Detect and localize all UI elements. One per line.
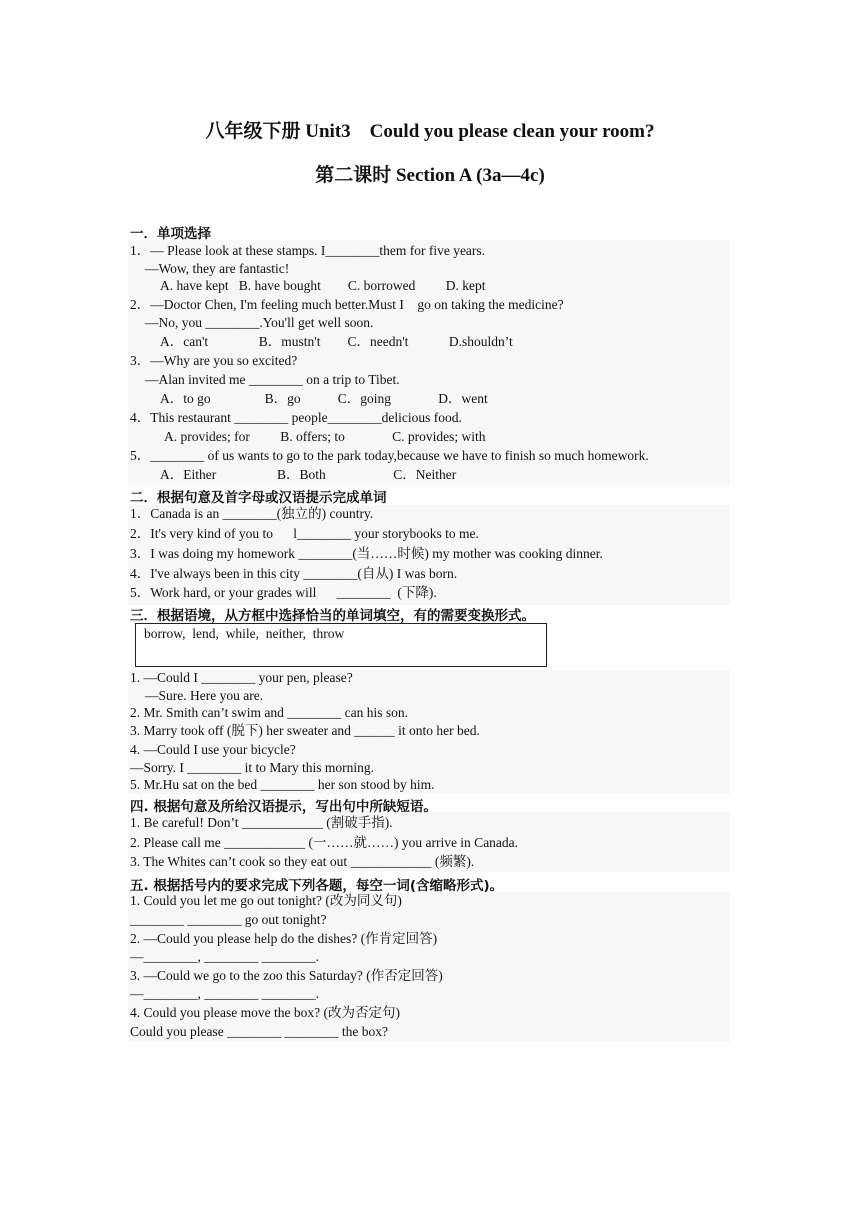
answer-options: A. have kept B. have bought C. borrowed D. kept [160, 278, 486, 293]
question-line: 3．I was doing my homework ________(当……时候) my mother was cooking dinner. [130, 546, 603, 561]
question-line: 1. Could you let me go out tonight? (改为同义句) [130, 893, 402, 908]
question-line: 2. —Could you please help do the dishes? (作肯定回答) [130, 931, 438, 946]
question-line: 4．I've always been in this city ________(自从) I was born. [130, 566, 458, 581]
answer-line: ________ ________ go out tonight? [130, 912, 327, 927]
answer-options: A. provides; for B. offers; to C. provides; with [164, 429, 486, 444]
question-line: —Wow, they are fantastic! [145, 261, 290, 276]
question-line: 3. —Could we go to the zoo this Saturday? (作否定回答) [130, 968, 443, 983]
section3-heading: 三．根据语境，从方框中选择恰当的单词填空，有的需要变换形式。 [130, 608, 535, 624]
question-line: 5．________ of us wants to go to the park today,because we have to finish so much homework. [130, 448, 649, 463]
word-box [135, 623, 547, 667]
answer-line: Could you please ________ ________ the box? [130, 1024, 388, 1039]
question-line: 2. Please call me ____________ (一……就……) you arrive in Canada. [130, 835, 519, 850]
question-line: 4．This restaurant ________ people________delicious food. [130, 410, 462, 425]
answer-line: —________, ________ ________. [130, 986, 319, 1001]
page-subtitle: 第二课时 Section A (3a—4c) [315, 165, 545, 186]
section5-heading: 五. 根据括号内的要求完成下列各题，每空一词(含缩略形式)。 [130, 878, 504, 894]
question-line: 1．Canada is an ________(独立的) country. [130, 506, 374, 521]
question-line: 2．—Doctor Chen, I'm feeling much better.Must I go on taking the medicine? [130, 297, 564, 312]
question-line: 3. Marry took off (脱下) her sweater and ______ it onto her bed. [130, 723, 480, 738]
question-line: 1. Be careful! Don’t ____________ (割破手指). [130, 815, 393, 830]
answer-options: A．to go B．go C．going D．went [160, 391, 488, 406]
section1-heading: 一．单项选择 [130, 226, 211, 242]
word-box-text: borrow, lend, while, neither, throw [144, 626, 345, 641]
answer-options: A．can't B．mustn't C．needn't D.shouldn’t [160, 334, 513, 349]
section4-heading: 四. 根据句意及所给汉语提示，写出句中所缺短语。 [130, 799, 437, 815]
question-line: 4. Could you please move the box? (改为否定句) [130, 1005, 400, 1020]
question-line: —Sorry. I ________ it to Mary this morning. [130, 760, 374, 775]
answer-line: —________, ________ ________. [130, 949, 319, 964]
question-line: 2. Mr. Smith can’t swim and ________ can his son. [130, 705, 408, 720]
question-line: 5．Work hard, or your grades will ________ (下降). [130, 585, 437, 600]
question-line: 5. Mr.Hu sat on the bed ________ her son stood by him. [130, 777, 435, 792]
question-line: 1. —Could I ________ your pen, please? [130, 670, 353, 685]
question-line: 1．— Please look at these stamps. I________them for five years. [130, 243, 486, 258]
section2-heading: 二．根据句意及首字母或汉语提示完成单词 [130, 490, 387, 506]
question-line: 3．—Why are you so excited? [130, 353, 298, 368]
answer-options: A．Either B．Both C．Neither [160, 467, 457, 482]
question-line: —No, you ________.You'll get well soon. [145, 315, 374, 330]
question-line: 4. —Could I use your bicycle? [130, 742, 296, 757]
question-line: —Sure. Here you are. [145, 688, 264, 703]
page-title: 八年级下册 Unit3 Could you please clean your room? [205, 121, 655, 142]
question-line: —Alan invited me ________ on a trip to Tibet. [145, 372, 400, 387]
question-line: 2．It's very kind of you to l________ your storybooks to me. [130, 526, 479, 541]
question-line: 3. The Whites can’t cook so they eat out ____________ (频繁). [130, 854, 475, 869]
